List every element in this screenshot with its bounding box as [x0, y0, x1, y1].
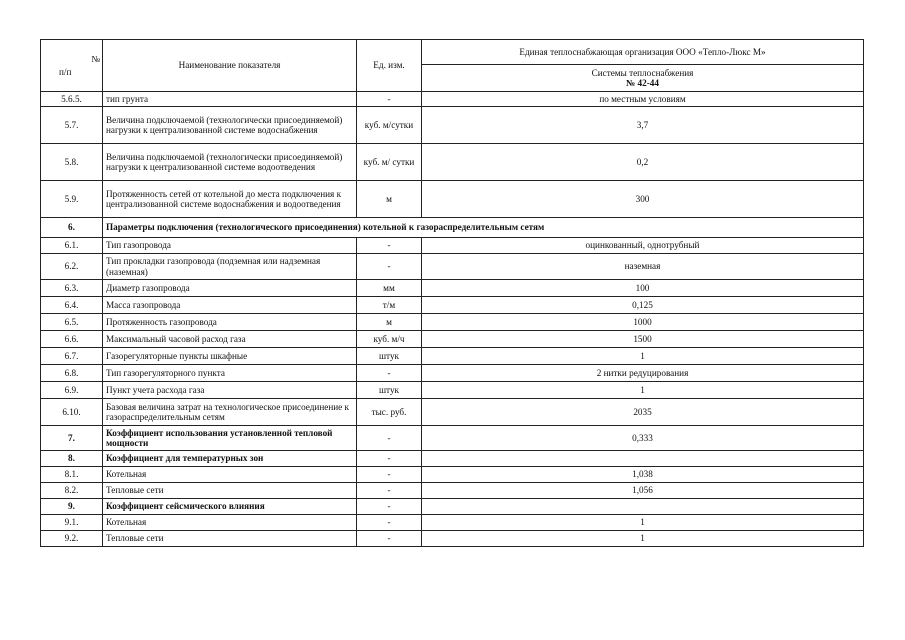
header-system-cell: [422, 65, 864, 92]
row-name: Котельная: [103, 467, 357, 483]
table-row: [41, 365, 864, 382]
row-unit: -: [357, 451, 422, 467]
header-org-cell: Единая теплоснабжающая организация ООО «Тепло-Люкс М»: [422, 40, 864, 65]
table-row: [41, 280, 864, 297]
row-num: 9.2.: [41, 531, 103, 547]
row-value: 1,056: [422, 483, 864, 499]
row-value: 1: [422, 515, 864, 531]
row-num: 6.7.: [41, 348, 103, 365]
row-num: 5.8.: [41, 144, 103, 181]
row-value: наземная: [422, 254, 864, 280]
row-unit: мм: [357, 280, 422, 297]
table-row: [41, 483, 864, 499]
row-num: 6.1.: [41, 238, 103, 254]
row-name: Коэффициент использования установленной тепловой мощности: [103, 426, 357, 451]
row-name: Максимальный часовой расход газа: [103, 331, 357, 348]
indicators-table: [40, 39, 864, 547]
row-num: 6.: [41, 218, 103, 238]
row-num: 5.9.: [41, 181, 103, 218]
row-num: 6.4.: [41, 297, 103, 314]
row-num: 6.10.: [41, 399, 103, 426]
row-unit: м: [357, 314, 422, 331]
row-unit: -: [357, 467, 422, 483]
row-name: Величина подключаемой (технологически присоединяемой) нагрузки к централизованной системе водоснабжения: [103, 107, 357, 144]
section-row: [41, 451, 864, 467]
row-value: [422, 451, 864, 467]
row-num: 8.1.: [41, 467, 103, 483]
header-num-sub: п/п: [59, 66, 72, 77]
row-unit: м: [357, 181, 422, 218]
row-name: Пункт учета расхода газа: [103, 382, 357, 399]
row-value: 3,7: [422, 107, 864, 144]
row-unit: -: [357, 92, 422, 107]
row-unit: тыс. руб.: [357, 399, 422, 426]
row-name: Протяженность сетей от котельной до места подключения к централизованной системе водоснабжения и водоотведения: [103, 181, 357, 218]
row-value: 1: [422, 531, 864, 547]
row-name: Тип газорегуляторного пункта: [103, 365, 357, 382]
table-row: [41, 107, 864, 144]
row-unit: куб. м/сутки: [357, 107, 422, 144]
row-name: тип грунта: [103, 92, 357, 107]
row-num: 6.3.: [41, 280, 103, 297]
row-value: оцинкованный, однотрубный: [422, 238, 864, 254]
row-unit: куб. м/ч: [357, 331, 422, 348]
row-value: [422, 499, 864, 515]
row-value: 1: [422, 348, 864, 365]
row-num: 6.2.: [41, 254, 103, 280]
header-system-line2: № 42-44: [626, 78, 659, 89]
row-value: 1500: [422, 331, 864, 348]
row-value: 2 нитки редуцирования: [422, 365, 864, 382]
table-row: [41, 399, 864, 426]
table-row: [41, 181, 864, 218]
row-value: по местным условиям: [422, 92, 864, 107]
row-num: 8.2.: [41, 483, 103, 499]
row-unit: куб. м/ сутки: [357, 144, 422, 181]
row-num: 5.7.: [41, 107, 103, 144]
section-row: [41, 426, 864, 451]
row-num: 6.8.: [41, 365, 103, 382]
row-num: 9.1.: [41, 515, 103, 531]
row-unit: -: [357, 254, 422, 280]
table-row: [41, 297, 864, 314]
header-num-cell: [41, 40, 103, 92]
table-row: [41, 348, 864, 365]
row-name: Коэффициент для температурных зон: [103, 451, 357, 467]
table-row: [41, 254, 864, 280]
row-name: Диаметр газопровода: [103, 280, 357, 297]
row-name: Параметры подключения (технологического присоединения) котельной к газораспределительным сетям: [103, 218, 864, 238]
row-unit: -: [357, 515, 422, 531]
table-row: [41, 515, 864, 531]
header-system-line1: Системы теплоснабжения: [591, 67, 694, 78]
row-name: Протяженность газопровода: [103, 314, 357, 331]
table-row: [41, 238, 864, 254]
row-value: 1000: [422, 314, 864, 331]
row-value: 100: [422, 280, 864, 297]
section-row: [41, 499, 864, 515]
row-name: Тепловые сети: [103, 483, 357, 499]
table-row: [41, 331, 864, 348]
table-row: [41, 314, 864, 331]
row-name: Тепловые сети: [103, 531, 357, 547]
row-value: 0,333: [422, 426, 864, 451]
row-value: 2035: [422, 399, 864, 426]
header-num-symbol: №: [91, 54, 100, 64]
row-num: 6.9.: [41, 382, 103, 399]
row-unit: штук: [357, 348, 422, 365]
row-unit: -: [357, 531, 422, 547]
row-unit: -: [357, 499, 422, 515]
row-unit: -: [357, 483, 422, 499]
row-name: Тип газопровода: [103, 238, 357, 254]
section-row: [41, 218, 864, 238]
row-num: 6.6.: [41, 331, 103, 348]
table-row: [41, 92, 864, 107]
row-num: 5.6.5.: [41, 92, 103, 107]
row-unit: штук: [357, 382, 422, 399]
header-unit-cell: Ед. изм.: [357, 40, 422, 92]
row-value: 0,2: [422, 144, 864, 181]
row-unit: -: [357, 365, 422, 382]
row-name: Базовая величина затрат на технологическое присоединение к газораспределительным сетям: [103, 399, 357, 426]
row-num: 8.: [41, 451, 103, 467]
row-unit: -: [357, 426, 422, 451]
row-unit: т/м: [357, 297, 422, 314]
table-row: [41, 382, 864, 399]
row-name: Величина подключаемой (технологически присоединяемой) нагрузки к централизованной системе водоотведения: [103, 144, 357, 181]
row-num: 7.: [41, 426, 103, 451]
row-name: Масса газопровода: [103, 297, 357, 314]
row-num: 6.5.: [41, 314, 103, 331]
row-name: Газорегуляторные пункты шкафные: [103, 348, 357, 365]
row-value: 1,038: [422, 467, 864, 483]
row-value: 300: [422, 181, 864, 218]
header-name-cell: Наименование показателя: [103, 40, 357, 92]
row-name: Коэффициент сейсмического влияния: [103, 499, 357, 515]
row-name: Котельная: [103, 515, 357, 531]
table-row: [41, 531, 864, 547]
table-row: [41, 467, 864, 483]
row-unit: -: [357, 238, 422, 254]
row-name: Тип прокладки газопровода (подземная или надземная (наземная): [103, 254, 357, 280]
row-num: 9.: [41, 499, 103, 515]
row-value: 0,125: [422, 297, 864, 314]
row-value: 1: [422, 382, 864, 399]
table-row: [41, 144, 864, 181]
